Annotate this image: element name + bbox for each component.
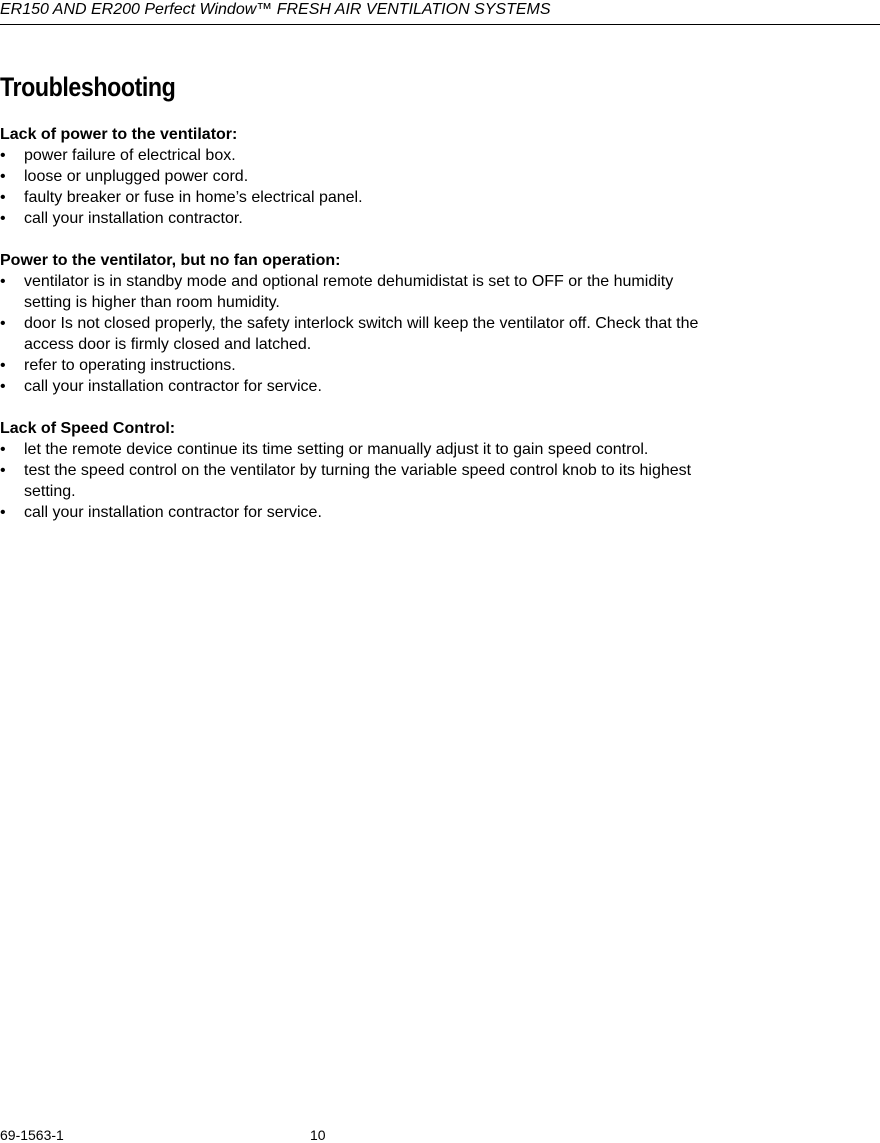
bullet-glyph: • bbox=[0, 504, 6, 521]
section-no-fan-operation bbox=[0, 250, 720, 397]
section-lack-of-speed-control bbox=[0, 418, 720, 523]
bullet-glyph: • bbox=[0, 462, 6, 479]
bullet-glyph: • bbox=[0, 273, 6, 290]
list-item-text: door Is not closed properly, the safety interlock switch will keep the ventilator off. Check that the access door is firmly closed and latched. bbox=[24, 315, 699, 353]
bullet-glyph: • bbox=[0, 357, 6, 374]
list-item-text: faulty breaker or fuse in home’s electrical panel. bbox=[24, 189, 363, 206]
list-item bbox=[0, 355, 720, 376]
list-item-text: call your installation contractor. bbox=[24, 210, 243, 227]
footer-page-number: 10 bbox=[310, 1127, 326, 1143]
bullet-glyph: • bbox=[0, 168, 6, 185]
bullet-glyph: • bbox=[0, 441, 6, 458]
bullet-glyph: • bbox=[0, 315, 6, 332]
list-item bbox=[0, 460, 720, 502]
list-item-text: power failure of electrical box. bbox=[24, 147, 236, 164]
list-item-text: call your installation contractor for service. bbox=[24, 378, 322, 395]
list-item-text: loose or unplugged power cord. bbox=[24, 168, 249, 185]
list-item-text: test the speed control on the ventilator by turning the variable speed control knob to its highest setting. bbox=[24, 462, 692, 500]
list-item bbox=[0, 439, 720, 460]
bullet-list bbox=[0, 439, 720, 523]
list-item bbox=[0, 145, 720, 166]
list-item bbox=[0, 166, 720, 187]
bullet-list bbox=[0, 271, 720, 397]
section-heading: Lack of Speed Control: bbox=[0, 420, 176, 437]
list-item bbox=[0, 502, 720, 523]
list-item bbox=[0, 187, 720, 208]
bullet-glyph: • bbox=[0, 189, 6, 206]
bullet-glyph: • bbox=[0, 147, 6, 164]
bullet-glyph: • bbox=[0, 210, 6, 227]
footer-doc-number: 69-1563-1 bbox=[0, 1127, 64, 1143]
header-rule bbox=[0, 24, 880, 25]
list-item bbox=[0, 208, 720, 229]
list-item-text: call your installation contractor for service. bbox=[24, 504, 322, 521]
section-heading: Power to the ventilator, but no fan operation: bbox=[0, 252, 341, 269]
page-title: Troubleshooting bbox=[0, 72, 176, 102]
section-lack-of-power bbox=[0, 124, 720, 229]
list-item-text: ventilator is in standby mode and optional remote dehumidistat is set to OFF or the humidity setting is higher than room humidity. bbox=[24, 273, 674, 311]
list-item-text: let the remote device continue its time setting or manually adjust it to gain speed control. bbox=[24, 441, 649, 458]
running-header: ER150 AND ER200 Perfect Window™ FRESH AIR VENTILATION SYSTEMS bbox=[0, 1, 551, 18]
list-item bbox=[0, 376, 720, 397]
section-heading: Lack of power to the ventilator: bbox=[0, 126, 238, 143]
troubleshooting-content bbox=[0, 124, 720, 544]
list-item bbox=[0, 313, 720, 355]
list-item bbox=[0, 271, 720, 313]
bullet-list bbox=[0, 145, 720, 229]
bullet-glyph: • bbox=[0, 378, 6, 395]
list-item-text: refer to operating instructions. bbox=[24, 357, 236, 374]
